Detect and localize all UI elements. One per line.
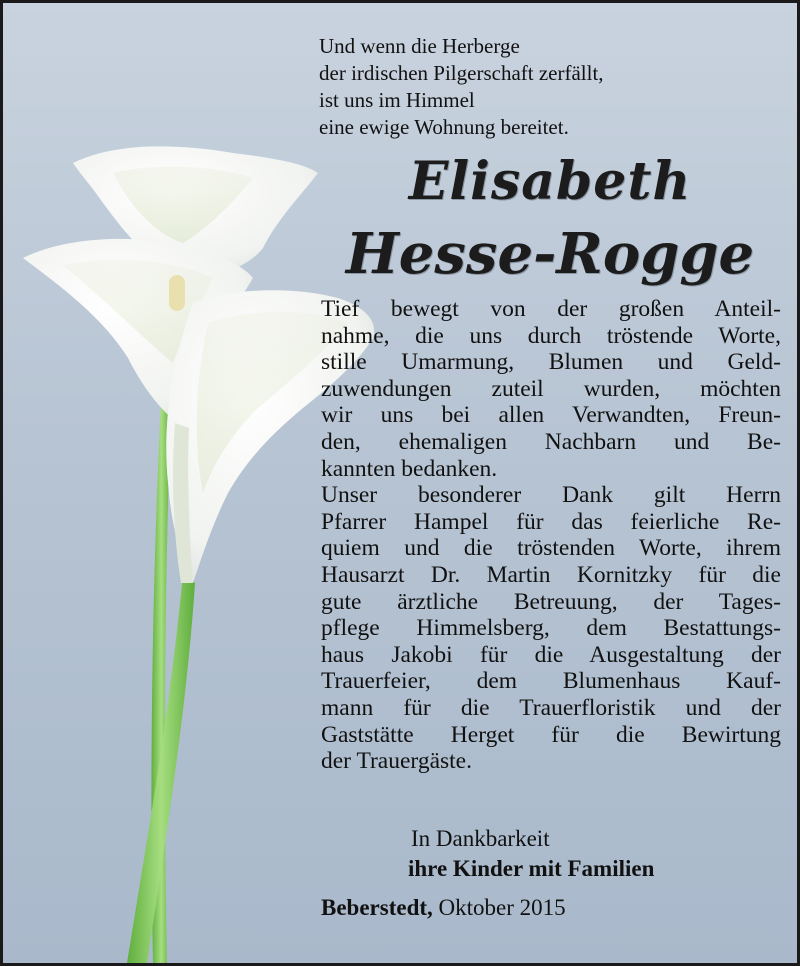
body-line: wir uns bei allen Verwandten, Freun- [321, 402, 781, 429]
verse-line: ist uns im Himmel [319, 88, 475, 112]
body-line: Trauerfeier, dem Blumenhaus Kauf- [321, 668, 781, 695]
date: Oktober 2015 [438, 895, 566, 920]
body-line: mann für die Trauerfloristik und der [321, 694, 781, 721]
body-line: nahme, die uns durch tröstende Worte, [321, 322, 781, 349]
closing-family: ihre Kinder mit Familien [408, 856, 655, 881]
body-line: pflege Himmelsberg, dem Bestattungs- [321, 615, 781, 642]
body-line: stille Umarmung, Blumen und Geld- [321, 349, 781, 376]
body-line: Tief bewegt von der großen Anteil- [321, 296, 781, 322]
place: Beberstedt, [321, 895, 433, 920]
deceased-first-name: Elisabeth [408, 151, 692, 212]
place-and-date [321, 895, 566, 921]
memorial-verse [319, 33, 604, 141]
body-line: quiem und die tröstenden Worte, ihrem [321, 535, 781, 562]
body-line: zuwendungen zuteil wurden, möchten [321, 375, 781, 402]
body-line: kannten bedanken. [321, 455, 498, 482]
body-line: Gaststätte Herget für die Bewirtung [321, 721, 781, 748]
body-line: Unser besonderer Dank gilt Herrn [321, 482, 781, 509]
verse-line: eine ewige Wohnung bereitet. [319, 115, 569, 139]
body-line: Pfarrer Hampel für das feierliche Re- [321, 508, 781, 535]
thank-you-text [321, 296, 781, 775]
body-line: den, ehemaligen Nachbarn und Be- [321, 428, 781, 455]
verse-line: der irdischen Pilgerschaft zerfällt, [319, 61, 604, 85]
spadix [169, 275, 185, 311]
verse-line: Und wenn die Herberge [319, 34, 520, 58]
body-line: gute ärztliche Betreuung, der Tages- [321, 588, 781, 615]
body-line: Hausarzt Dr. Martin Kornitzky für die [321, 561, 781, 588]
body-line: der Trauergäste. [321, 748, 472, 775]
closing-thanks: In Dankbarkeit [411, 826, 550, 851]
deceased-last-name: Hesse-Rogge [345, 221, 755, 287]
body-line: haus Jakobi für die Ausgestaltung der [321, 641, 781, 668]
